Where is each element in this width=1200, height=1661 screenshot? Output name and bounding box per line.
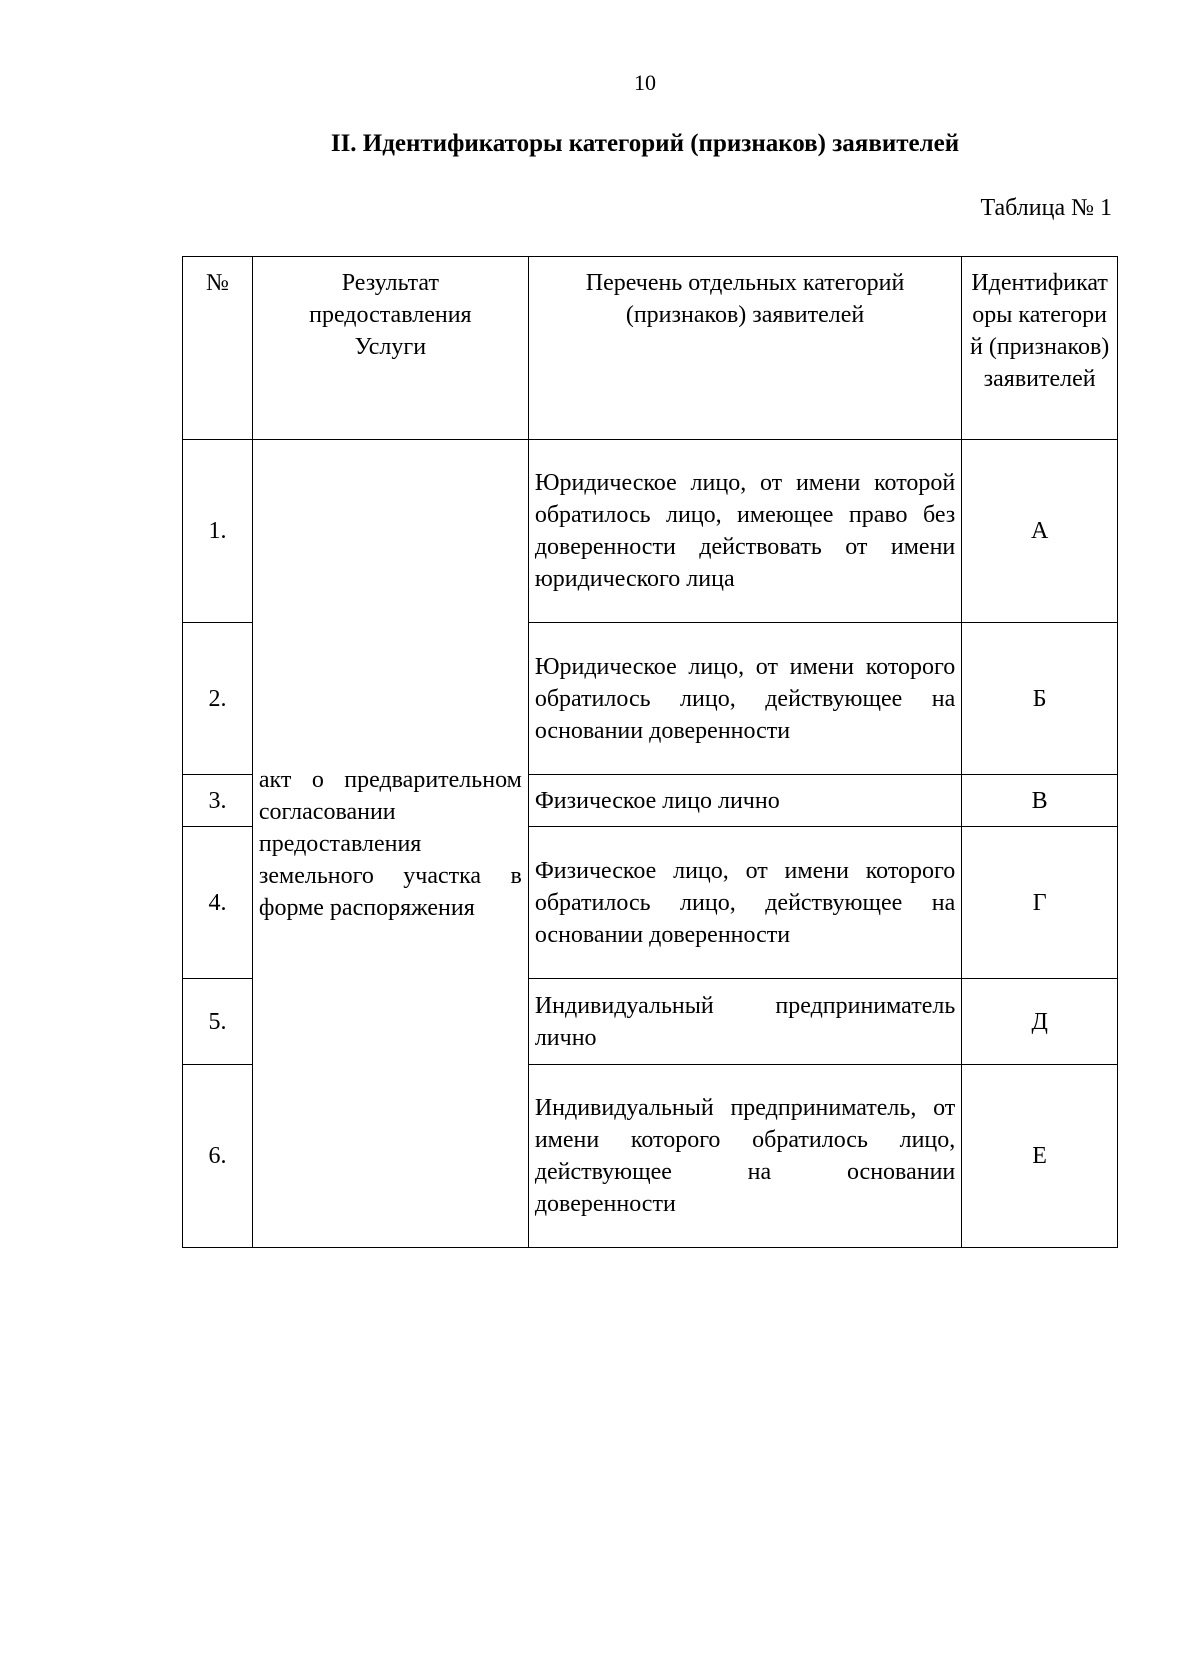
identifier-cell: Д (962, 979, 1118, 1065)
row-number: 5. (183, 979, 253, 1065)
row-number: 6. (183, 1065, 253, 1248)
section-title: II. Идентификаторы категорий (признаков) заявителей (330, 130, 960, 157)
result-text: акт о предварительном согласовании предоставления земельного участка в форме распоряжения (258, 766, 522, 921)
row-number: 3. (183, 775, 253, 827)
page-number: 10 (634, 70, 656, 95)
row-number: 1. (183, 440, 253, 623)
table-caption: Таблица № 1 (980, 195, 1112, 221)
category-cell: Индивидуальный предприниматель лично (528, 979, 961, 1065)
header-categories: Перечень отдельных категорий (признаков) заявителей (528, 257, 961, 440)
header-result: Результат предоставления Услуги (252, 257, 528, 440)
table-header-row (183, 257, 1118, 440)
category-cell: Юридическое лицо, от имени которой обратилось лицо, имеющее право без доверенности действовать от имени юридического лица (528, 440, 961, 623)
row-number: 2. (183, 623, 253, 775)
identifier-cell: Е (962, 1065, 1118, 1248)
row-number: 4. (183, 827, 253, 979)
identifier-cell: Б (962, 623, 1118, 775)
header-num: № (183, 257, 253, 440)
result-cell (252, 440, 528, 1248)
applicant-categories-table (182, 256, 1118, 1248)
table-row (183, 440, 1118, 623)
category-cell: Юридическое лицо, от имени которого обратилось лицо, действующее на основании доверенности (528, 623, 961, 775)
identifier-cell: В (962, 775, 1118, 827)
header-identifiers: Идентификаторы категорий (признаков) заявителей (962, 257, 1118, 440)
category-cell: Физическое лицо лично (528, 775, 961, 827)
identifier-cell: А (962, 440, 1118, 623)
category-cell: Физическое лицо, от имени которого обратилось лицо, действующее на основании доверенности (528, 827, 961, 979)
category-cell: Индивидуальный предприниматель, от имени которого обратилось лицо, действующее на основании доверенности (528, 1065, 961, 1248)
identifier-cell: Г (962, 827, 1118, 979)
